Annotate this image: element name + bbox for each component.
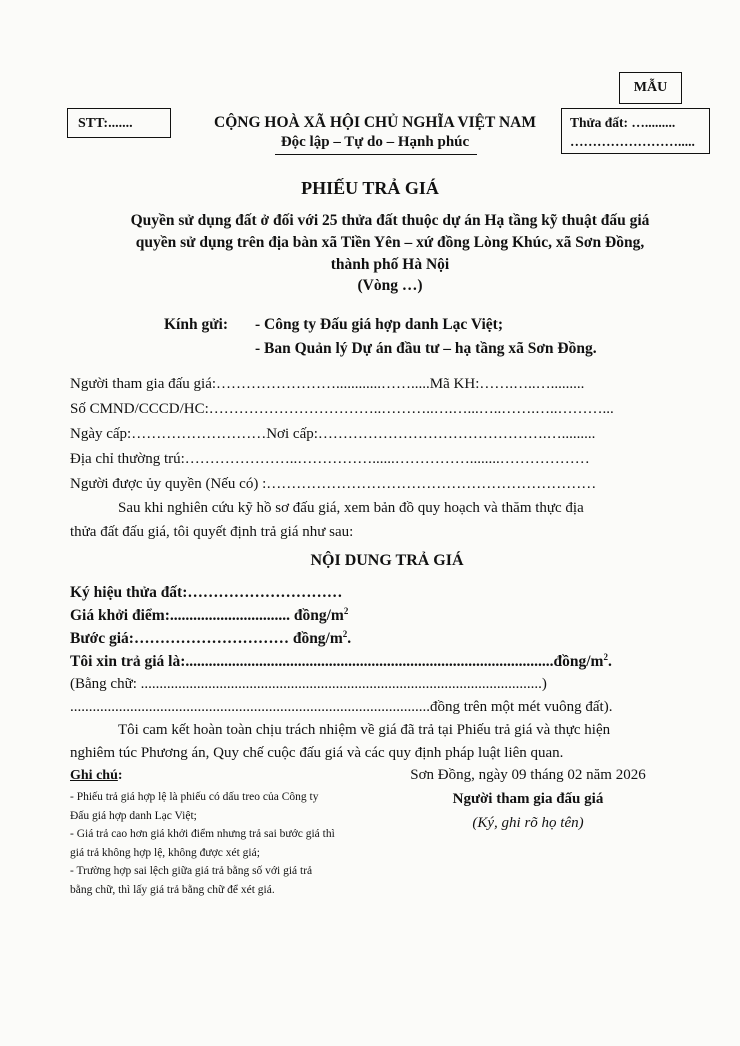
land-symbol-line: Ký hiệu thửa đất:………………………… (70, 584, 343, 601)
notes-title (70, 768, 123, 784)
note-line: - Trường hợp sai lệch giữa giá trả bằng số với giá trả (70, 865, 313, 877)
country-name: CỘNG HOÀ XÃ HỘI CHỦ NGHĨA VIỆT NAM (214, 114, 536, 131)
price-step-text: Bước giá:………………………… đồng/m (70, 630, 343, 647)
recipient-label: Kính gửi: (164, 316, 228, 333)
field-authorized-person: Người được ủy quyền (Nếu có) :………………………………………………………… (70, 476, 597, 492)
stt-box: STT:....... (67, 108, 171, 138)
title-line-3: thành phố Hà Nội (330, 256, 450, 273)
signature-role: Người tham gia đấu giá (452, 791, 604, 807)
bid-price-end: . (607, 653, 612, 670)
title-line-1: Quyền sử dụng đất ở đối với 25 thửa đất thuộc dự án Hạ tầng kỹ thuật đấu giá (130, 212, 650, 229)
notes-list (70, 788, 335, 899)
motto-underline (275, 154, 477, 155)
recipient-1: - Công ty Đấu giá hợp danh Lạc Việt; (255, 316, 504, 333)
price-step-unit-sup: 2 (342, 628, 348, 639)
note-line: Đấu giá hợp danh Lạc Việt; (70, 809, 197, 822)
content-heading: NỘI DUNG TRẢ GIÁ (310, 552, 464, 569)
commitment-line-1: Tôi cam kết hoàn toàn chịu trách nhiệm về giá đã trả tại Phiếu trả giá và thực hiện (118, 722, 611, 738)
bid-price-line (70, 653, 612, 671)
signature-instruction: (Ký, ghi rõ họ tên) (472, 815, 584, 831)
intro-line-1: Sau khi nghiên cứu kỹ hồ sơ đấu giá, xem bản đồ quy hoạch và thăm thực địa (118, 500, 584, 516)
field-id-number: Số CMND/CCCD/HC:……………………………..………..….…...…..…….…..………... (70, 401, 614, 417)
form-template-badge: MẪU (619, 72, 682, 104)
amount-in-words-line-2: ................................................................................................đồng trên một mét vuông đất). (70, 699, 613, 715)
notes-title-colon: : (117, 768, 123, 783)
land-plot-line-2: ……………………..... (570, 134, 695, 149)
signature-date: Sơn Đồng, ngày 09 tháng 02 năm 2026 (410, 767, 646, 783)
field-permanent-address: Địa chỉ thường trú:…………………..……………......……………........……………… (70, 451, 590, 467)
price-step-end: . (347, 630, 352, 647)
note-line: - Giá trả cao hơn giá khởi điểm nhưng trả sai bước giá thì (70, 828, 335, 840)
recipient-2: - Ban Quản lý Dự án đầu tư – hạ tầng xã Sơn Đồng. (255, 340, 597, 357)
round-label: (Vòng …) (357, 277, 423, 294)
note-line: giá trả không hợp lệ, không được xét giá; (70, 846, 260, 859)
form-title: PHIẾU TRẢ GIÁ (301, 178, 439, 198)
note-line: bằng chữ, thì lấy giá trả bằng chữ để xét giá. (70, 883, 275, 896)
title-line-2: quyền sử dụng trên địa bàn xã Tiền Yên – xứ đồng Lòng Khúc, xã Sơn Đồng, (135, 234, 645, 251)
field-bidder-name: Người tham gia đấu giá:……………………............…….....Mã KH:…….…..…......... (70, 376, 585, 392)
starting-price-line (70, 607, 348, 625)
price-step-line (70, 630, 351, 648)
commitment-line-2: nghiêm túc Phương án, Quy chế cuộc đấu giá và các quy định pháp luật liên quan. (70, 745, 564, 761)
field-issue-date-place: Ngày cấp:………………………Nơi cấp:……………………………………….…......... (70, 426, 596, 442)
note-line: - Phiếu trả giá hợp lệ là phiếu có dấu treo của Công ty (70, 791, 319, 803)
starting-price-text: Giá khởi điểm:............................... đồng/m (70, 607, 344, 624)
land-plot-line-1: Thửa đất: …......... (570, 115, 676, 130)
amount-in-words-line-1: (Bằng chữ: ...........................................................................................................) (70, 676, 547, 692)
notes-title-text: Ghi chú (70, 768, 118, 783)
intro-line-2: thửa đất đấu giá, tôi quyết định trả giá như sau: (70, 524, 354, 540)
bid-price-unit-sup: 2 (603, 651, 608, 662)
starting-price-unit-sup: 2 (343, 605, 349, 616)
land-plot-box (561, 108, 710, 154)
national-motto: Độc lập – Tự do – Hạnh phúc (280, 134, 470, 150)
bid-price-text: Tôi xin trả giá là:...............................................................................................đồng/m (70, 653, 604, 670)
